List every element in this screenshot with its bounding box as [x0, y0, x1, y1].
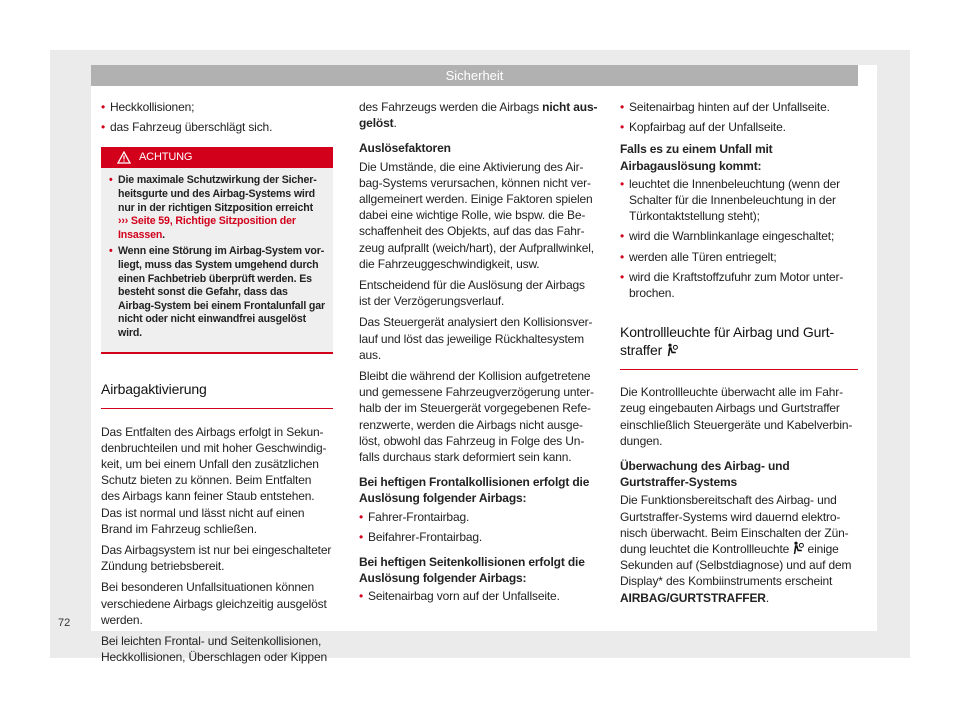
section-heading: Airbagaktivierung [101, 380, 333, 409]
list-item: • Fahrer-Frontairbag. [359, 509, 599, 525]
intro-bold: nicht ausgelöst [359, 100, 598, 131]
display-message: AIRBAG/GURTSTRAFFER [620, 590, 766, 605]
paragraph [620, 492, 858, 605]
subheading: Überwachung des Airbag- und Gurtstraffer-Systems [620, 459, 790, 490]
warning-item-end: . [162, 228, 165, 241]
paragraph: Die Kontrollleuchte überwacht alle im Fahrzeug eingebauten Airbags und Gurtstraffer einschließlich Steuergeräte und Kabelverbindungen. [620, 385, 853, 448]
paragraph: Das Airbagsystem ist nur bei eingeschalteter Zündung betriebsbereit. [101, 542, 332, 574]
warning-body [101, 168, 333, 340]
list-item: • Seitenairbag hinten auf der Unfallseite. [620, 99, 858, 115]
section-heading [620, 323, 858, 370]
column-2 [359, 99, 599, 609]
paragraph: Entscheidend für die Auslösung der Airbags ist der Verzögerungsverlauf. [359, 278, 585, 309]
page-number: 72 [58, 617, 71, 629]
section-heading-wrap [101, 380, 333, 409]
paragraph-text: einige Sekunden auf (Selbstdiagnose) und auf dem Display* des Kombiinstruments erscheint [620, 542, 852, 589]
column-3 [620, 99, 858, 611]
airbag-warning-icon [666, 343, 678, 357]
warning-item: • Wenn eine Störung im Airbag-System vorliegt, muss das System umgehend durch einen Fachbetrieb überprüft werden. Es besteht sonst die Gefahr, dass das Airbag-System bei einem Frontalunfall gar nicht oder nicht einwandfrei ausgelöst wird. [109, 245, 325, 340]
page-reference-link[interactable]: ››› Seite 59, Richtige Sitzposition der Insassen [118, 215, 296, 241]
warning-item [109, 174, 325, 242]
warning-label: ACHTUNG [139, 151, 193, 164]
subheading: Bei heftigen Frontalkollisionen erfolgt die Auslösung folgender Airbags: [359, 475, 590, 506]
header-title: Sicherheit [445, 68, 504, 83]
list-item: • Heckkollisionen; [101, 99, 333, 115]
airbag-warning-icon [792, 541, 804, 555]
list-item: • Seitenairbag vorn auf der Unfallseite. [359, 588, 599, 604]
paragraph: Das Steuergerät analysiert den Kollisionsverlauf und löst das jeweilige Rückhaltesystem aus. [359, 315, 593, 362]
intro-end: . [393, 116, 397, 131]
paragraph-text: Die Funktionsbereitschaft des Airbag- und Gurtstraffer-Systems wird dauernd elektronisch überwacht. Beim Einschalten der Zündung leuchtet die Kontrollleuchte [620, 493, 849, 557]
paragraph: Die Umstände, die eine Aktivierung des Airbag-Systems verursachen, können nicht verallgemeinert werden. Einige Faktoren spielen dabei eine wichtige Rolle, wie bspw. die Beschaffenheit des Objekts, auf das das Fahrzeug aufprallt (weich/hart), der Aufprallwinkel, die Fahrzeuggeschwindigkeit, usw. [359, 159, 594, 271]
warning-box [101, 147, 333, 353]
section-heading-wrap [620, 323, 858, 370]
column-1 [101, 99, 333, 670]
paragraph: Das Entfalten des Airbags erfolgt in Sekundenbruchteilen und mit hoher Geschwindigkeit, um bei einem Unfall den zusätzlichen Schutz bieten zu können. Beim Entfalten des Airbags kann feiner Staub entstehen. Das ist normal und lässt nicht auf einen Brand im Fahrzeug schließen. [101, 424, 327, 536]
list-item: • leuchtet die Innenbeleuchtung (wenn der Schalter für die Innenbeleuchtung in der Türkontaktstellung steht); [620, 176, 858, 225]
section-heading-text: Kontrollleuchte für Airbag und Gurtstraffer [620, 324, 835, 359]
paragraph: Bei besonderen Unfallsituationen können verschiedene Airbags gleichzeitig ausgelöst werden. [101, 580, 327, 627]
intro-text: des Fahrzeugs werden die Airbags [359, 100, 543, 114]
paragraph-end: . [765, 590, 769, 605]
list-item: • wird die Kraftstoffzufuhr zum Motor unterbrochen. [620, 269, 858, 301]
paragraph: Bei leichten Frontal- und Seitenkollisionen, Heckkollisionen, Überschlagen oder Kippen [101, 633, 327, 665]
subheading: Bei heftigen Seitenkollisionen erfolgt die Auslösung folgender Airbags: [359, 555, 585, 586]
subheading: Auslösefaktoren [359, 141, 451, 156]
paragraph: Bleibt die während der Kollision aufgetretene und gemessene Fahrzeugverzögerung unterhalb der im Steuergerät vorgegebenen Referenzwerte, werden die Airbags nicht ausgelöst, obwohl das Fahrzeug in Folge des Unfalls durchaus stark deformiert sein kann. [359, 369, 594, 465]
list-item: • Beifahrer-Frontairbag. [359, 529, 599, 545]
list-item: • das Fahrzeug überschlägt sich. [101, 119, 333, 135]
list-item: • werden alle Türen entriegelt; [620, 249, 858, 265]
page-header [91, 65, 858, 86]
paragraph [359, 99, 599, 131]
warning-item-text: Die maximale Schutzwirkung der Sicherheitsgurte und des Airbag-Systems wird nur in der richtigen Sitzposition erreicht [118, 174, 317, 214]
warning-header [101, 147, 333, 168]
subheading: Falls es zu einem Unfall mit Airbagauslösung kommt: [620, 142, 773, 173]
list-item: • Kopfairbag auf der Unfallseite. [620, 119, 858, 135]
list-item: • wird die Warnblinkanlage eingeschaltet; [620, 228, 858, 244]
warning-triangle-icon [117, 151, 131, 164]
